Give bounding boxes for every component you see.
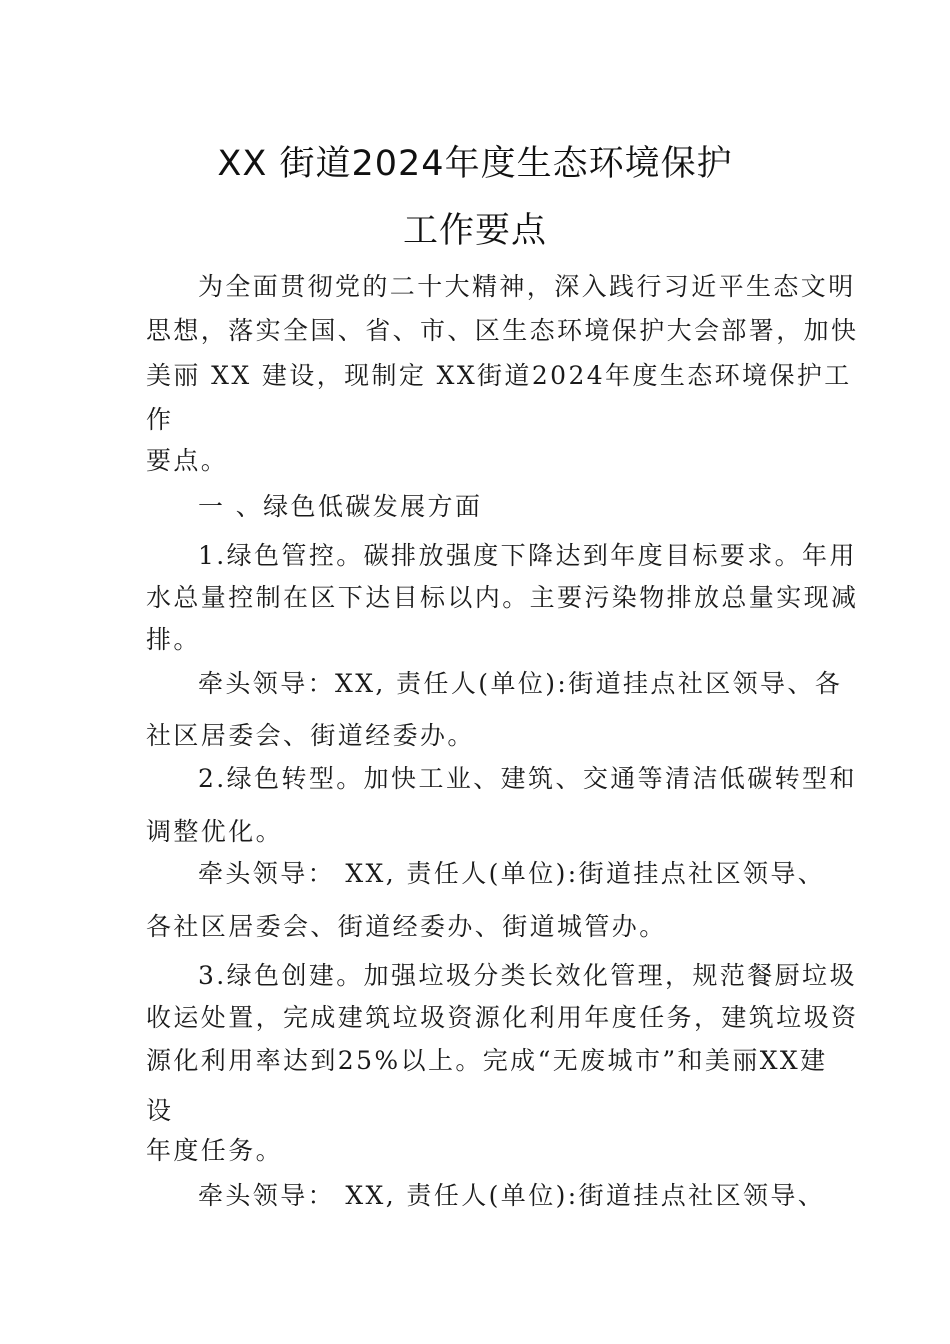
body-line: 源化利用率达到25%以上。完成“无废城市”和美丽XX建 bbox=[146, 1046, 828, 1075]
document-title-line-2: 工作要点 bbox=[402, 211, 547, 251]
body-line: 社区居委会、街道经委办。 bbox=[146, 721, 475, 750]
body-line: 作 bbox=[146, 405, 174, 434]
body-line: 思想，落实全国、省、市、区生态环境保护大会部署，加快 bbox=[146, 316, 859, 345]
body-line: 1.绿色管控。碳排放强度下降达到年度目标要求。年用 bbox=[198, 541, 857, 570]
body-line: 牵头领导：XX, 责任人(单位):街道挂点社区领导、各 bbox=[198, 669, 843, 698]
section-heading: 一 、绿色低碳发展方面 bbox=[198, 492, 483, 521]
body-line: 调整优化。 bbox=[146, 817, 284, 846]
body-line: 2.绿色转型。加快工业、建筑、交通等清洁低碳转型和 bbox=[198, 764, 857, 793]
document-title-line-1: XX 街道2024年度生态环境保护 bbox=[217, 144, 733, 184]
body-line: 水总量控制在区下达目标以内。主要污染物排放总量实现减 bbox=[146, 583, 859, 612]
body-line: 各社区居委会、街道经委办、街道城管办。 bbox=[146, 912, 667, 941]
body-line: 收运处置，完成建筑垃圾资源化利用年度任务，建筑垃圾资 bbox=[146, 1003, 859, 1032]
body-line: 美丽 XX 建设，现制定 XX街道2024年度生态环境保护工 bbox=[146, 361, 852, 390]
body-line: 设 bbox=[146, 1096, 174, 1125]
body-line: 牵头领导： XX, 责任人(单位):街道挂点社区领导、 bbox=[198, 859, 826, 888]
body-line: 年度任务。 bbox=[146, 1136, 284, 1165]
body-line: 排。 bbox=[146, 625, 201, 654]
body-line: 3.绿色创建。加强垃圾分类长效化管理，规范餐厨垃圾 bbox=[198, 961, 857, 990]
body-line: 要点。 bbox=[146, 446, 229, 475]
body-line: 为全面贯彻党的二十大精神，深入践行习近平生态文明 bbox=[198, 272, 856, 301]
body-line: 牵头领导： XX, 责任人(单位):街道挂点社区领导、 bbox=[198, 1181, 826, 1210]
